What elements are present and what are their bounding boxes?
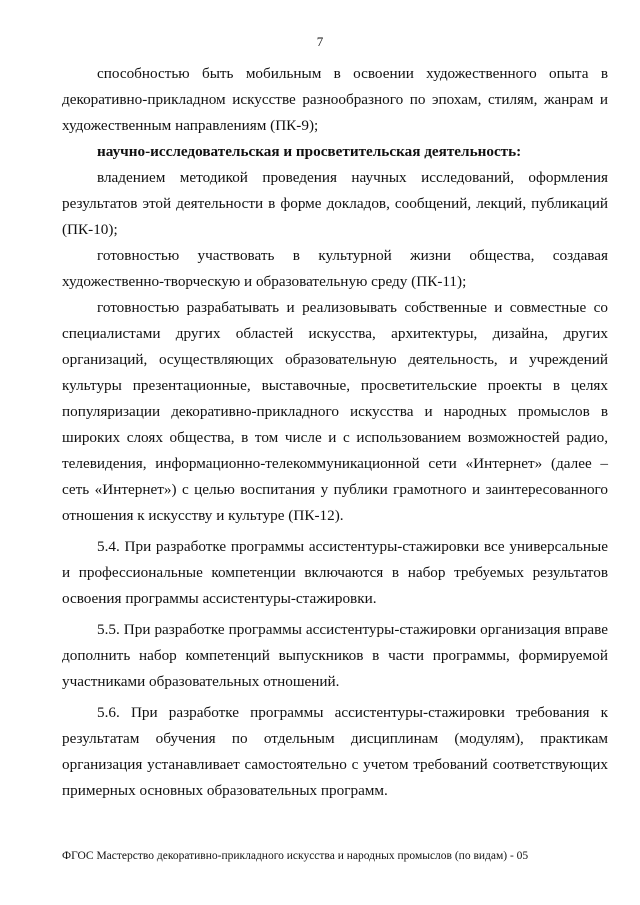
section-heading-research: научно-исследовательская и просветительская деятельность: — [97, 143, 522, 160]
page-footer: ФГОС Мастерство декоративно-прикладного искусства и народных промыслов (по видам) - 05 — [62, 850, 529, 862]
paragraph-pk12: готовностью разрабатывать и реализовывать собственные и совместные со специалистами других областей искусства, архитектуры, дизайна, других организаций, осуществляющих образовательную деятельность, и учреждений культуры презентационные, выставочные, просветительские проекты в целях популяризации декоративно-прикладного искусства и народных промыслов в широких слоях общества, в том числе и с использованием возможностей радио, телевидения, информационно-телекоммуникационной сети «Интернет» (далее – сеть «Интернет») с целью воспитания у публики грамотного и заинтересованного отношения к искусству и культуре (ПК-12). — [62, 299, 608, 524]
paragraph-5-5: 5.5. При разработке программы ассистентуры-стажировки организация вправе дополнить набор компетенций выпускников в части программы, формируемой участниками образовательных отношений. — [62, 621, 608, 690]
paragraph-pk9: способностью быть мобильным в освоении художественного опыта в декоративно-прикладном искусстве разнообразного по эпохам, стилям, жанрам и художественным направлениям (ПК-9); — [62, 65, 608, 134]
paragraph-5-6: 5.6. При разработке программы ассистентуры-стажировки требования к результатам обучения по отдельным дисциплинам (модулям), практикам организация устанавливает самостоятельно с учетом требований соответствующих примерных основных образовательных программ. — [62, 704, 608, 799]
paragraph-pk11: готовностью участвовать в культурной жизни общества, создавая художественно-творческую и образовательную среду (ПК-11); — [62, 247, 608, 290]
paragraph-pk10: владением методикой проведения научных исследований, оформления результатов этой деятельности в форме докладов, сообщений, лекций, публикаций (ПК-10); — [62, 169, 608, 238]
document-body — [62, 61, 608, 804]
paragraph-5-4: 5.4. При разработке программы ассистентуры-стажировки все универсальные и профессиональные компетенции включаются в набор требуемых результатов освоения программы ассистентуры-стажировки. — [62, 538, 608, 607]
page-number: 7 — [316, 34, 324, 49]
